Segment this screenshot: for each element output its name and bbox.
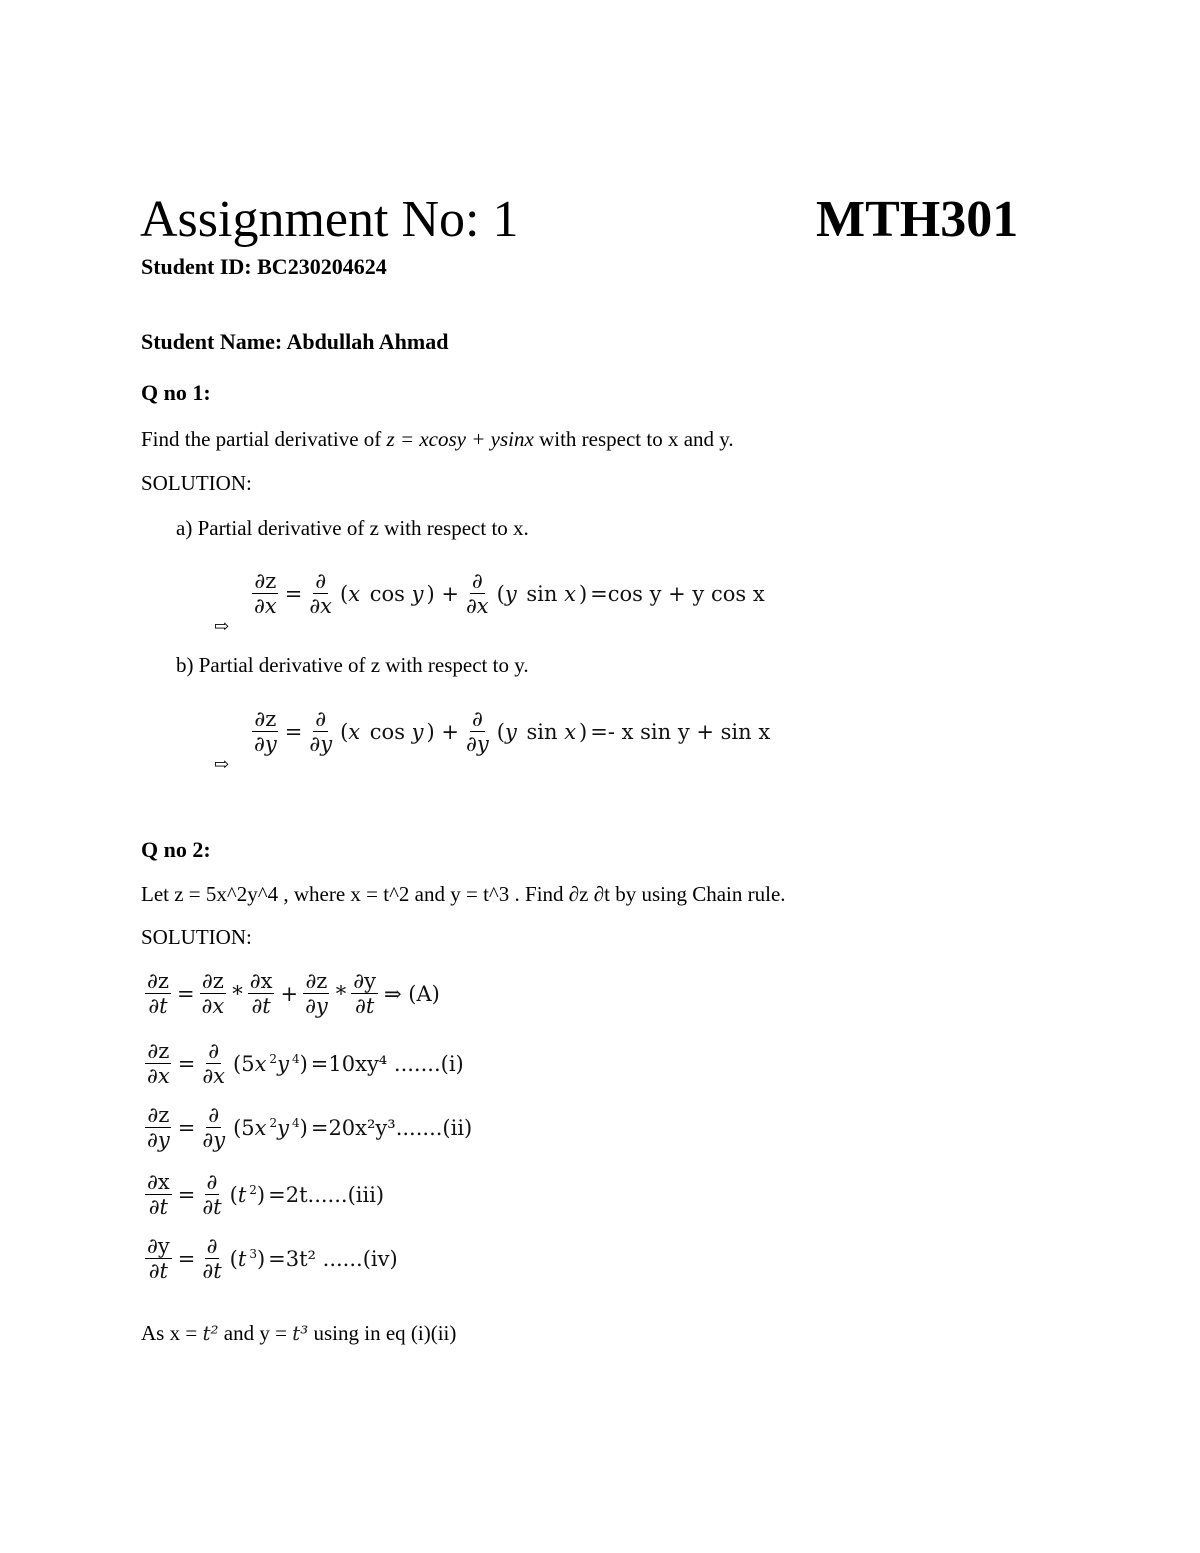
q1-equation-b: $\frac{\partial z}{\partial y}$ = $\frac{\partial}{\partial y}$ (x cos y ) + $\frac{\partial}{\partial y}$ (y sin x ) =- x sin y + sin x — [254, 707, 771, 757]
fraction: $\frac{\partial z}{\partial x}$ — [254, 569, 277, 619]
q1-heading: Q no 1: — [141, 380, 211, 405]
fraction: $\frac{\partial}{\partial t}$ — [202, 1170, 222, 1220]
q2-chain-rule-eq: $\frac{\partial z}{\partial t}$ = $\frac{\partial z}{\partial x}$ * $\frac{\partial x}{\partial t}$ + $\frac{\partial z}{\partial y}$ * $\frac{\partial y}{\partial t}$ ⇒ (A) — [147, 969, 440, 1019]
fraction: $\frac{\partial}{\partial t}$ — [202, 1234, 222, 1284]
fraction: $\frac{\partial}{\partial y}$ — [309, 707, 333, 757]
eq-label: ⇒ (A) — [384, 981, 440, 1006]
closing-t2: t² — [202, 1321, 219, 1345]
implies-arrow-icon: ⇨ — [214, 616, 230, 636]
fraction: $\frac{\partial}{\partial y}$ — [466, 707, 489, 757]
eq-label: =3t² ......(iv) — [268, 1246, 398, 1271]
q1-eq-a-rhs: =cos y + y cos x — [590, 581, 765, 606]
closing-text-c: using in eq (i)(ii) — [308, 1321, 457, 1345]
closing-text-a: As x = — [141, 1321, 203, 1345]
fraction: $\frac{\partial y}{\partial t}$ — [353, 969, 377, 1019]
fraction: $\frac{\partial x}{\partial t}$ — [249, 969, 273, 1019]
implies-arrow-icon: ⇨ — [214, 754, 230, 774]
closing-text-b: and y = — [218, 1321, 293, 1345]
page-title: Assignment No: 1 — [140, 191, 519, 248]
fraction: $\frac{\partial x}{\partial t}$ — [147, 1170, 170, 1220]
fraction: $\frac{\partial}{\partial y}$ — [202, 1103, 226, 1153]
eq-label: =10xy⁴ .......(i) — [310, 1051, 464, 1076]
eq-label: =2t......(iii) — [268, 1182, 385, 1207]
q1-eq-b-rhs: =- x sin y + sin x — [590, 719, 771, 744]
q1-prompt-start: Find the partial derivative of — [141, 427, 382, 451]
fraction: $\frac{\partial z}{\partial y}$ — [147, 1103, 170, 1153]
q2-heading: Q no 2: — [141, 837, 211, 862]
q2-eq-iv: $\frac{\partial y}{\partial t}$ = $\frac{\partial}{\partial t}$ (t $^3$) =3t² ......(iv) — [147, 1234, 398, 1284]
fraction: $\frac{\partial z}{\partial y}$ — [254, 707, 277, 757]
q1-solution-label: SOLUTION: — [141, 471, 252, 495]
closing-t3: t³ — [292, 1321, 309, 1345]
fraction: $\frac{\partial y}{\partial t}$ — [147, 1234, 170, 1284]
student-id: Student ID: BC230204624 — [141, 254, 387, 279]
eq-label: =20x²y³.......(ii) — [310, 1115, 473, 1140]
q2-eq-i: $\frac{\partial z}{\partial x}$ = $\frac{\partial}{\partial x}$ (5x $^2$y $^4$) =10xy⁴ .......(i) — [147, 1039, 464, 1089]
fraction: $\frac{\partial}{\partial x}$ — [465, 569, 489, 619]
q2-prompt: Let z = 5x^2y^4 , where x = t^2 and y = t^3 . Find ∂z ∂t by using Chain rule. — [141, 882, 786, 906]
q1-part-a: a) Partial derivative of z with respect to x. — [176, 516, 529, 540]
q1-part-b: b) Partial derivative of z with respect to y. — [176, 653, 529, 677]
q2-solution-label: SOLUTION: — [141, 925, 252, 949]
course-code: MTH301 — [816, 191, 1019, 248]
q2-closing-line — [141, 1321, 456, 1346]
fraction: $\frac{\partial}{\partial x}$ — [202, 1039, 226, 1089]
fraction: $\frac{\partial}{\partial x}$ — [309, 569, 333, 619]
fraction: $\frac{\partial z}{\partial x}$ — [201, 969, 225, 1019]
q1-prompt-expr: z = xcosy + ysinx — [386, 427, 534, 451]
fraction: $\frac{\partial z}{\partial y}$ — [305, 969, 328, 1019]
q1-prompt — [141, 427, 734, 452]
fraction: $\frac{\partial z}{\partial x}$ — [147, 1039, 170, 1089]
q2-eq-iii: $\frac{\partial x}{\partial t}$ = $\frac{\partial}{\partial t}$ (t $^2$) =2t......(iii) — [147, 1170, 385, 1220]
student-name: Student Name: Abdullah Ahmad — [141, 329, 449, 354]
fraction: $\frac{\partial z}{\partial t}$ — [147, 969, 169, 1019]
q1-prompt-end: with respect to x and y. — [539, 427, 734, 451]
q1-equation-a: $\frac{\partial z}{\partial x}$ = $\frac{\partial}{\partial x}$ (x cos y ) + $\frac{\partial}{\partial x}$ (y sin x ) =cos y + y cos x — [254, 569, 765, 619]
q2-eq-ii: $\frac{\partial z}{\partial y}$ = $\frac{\partial}{\partial y}$ (5x $^2$y $^4$) =20x²y³.......(ii) — [147, 1103, 473, 1153]
